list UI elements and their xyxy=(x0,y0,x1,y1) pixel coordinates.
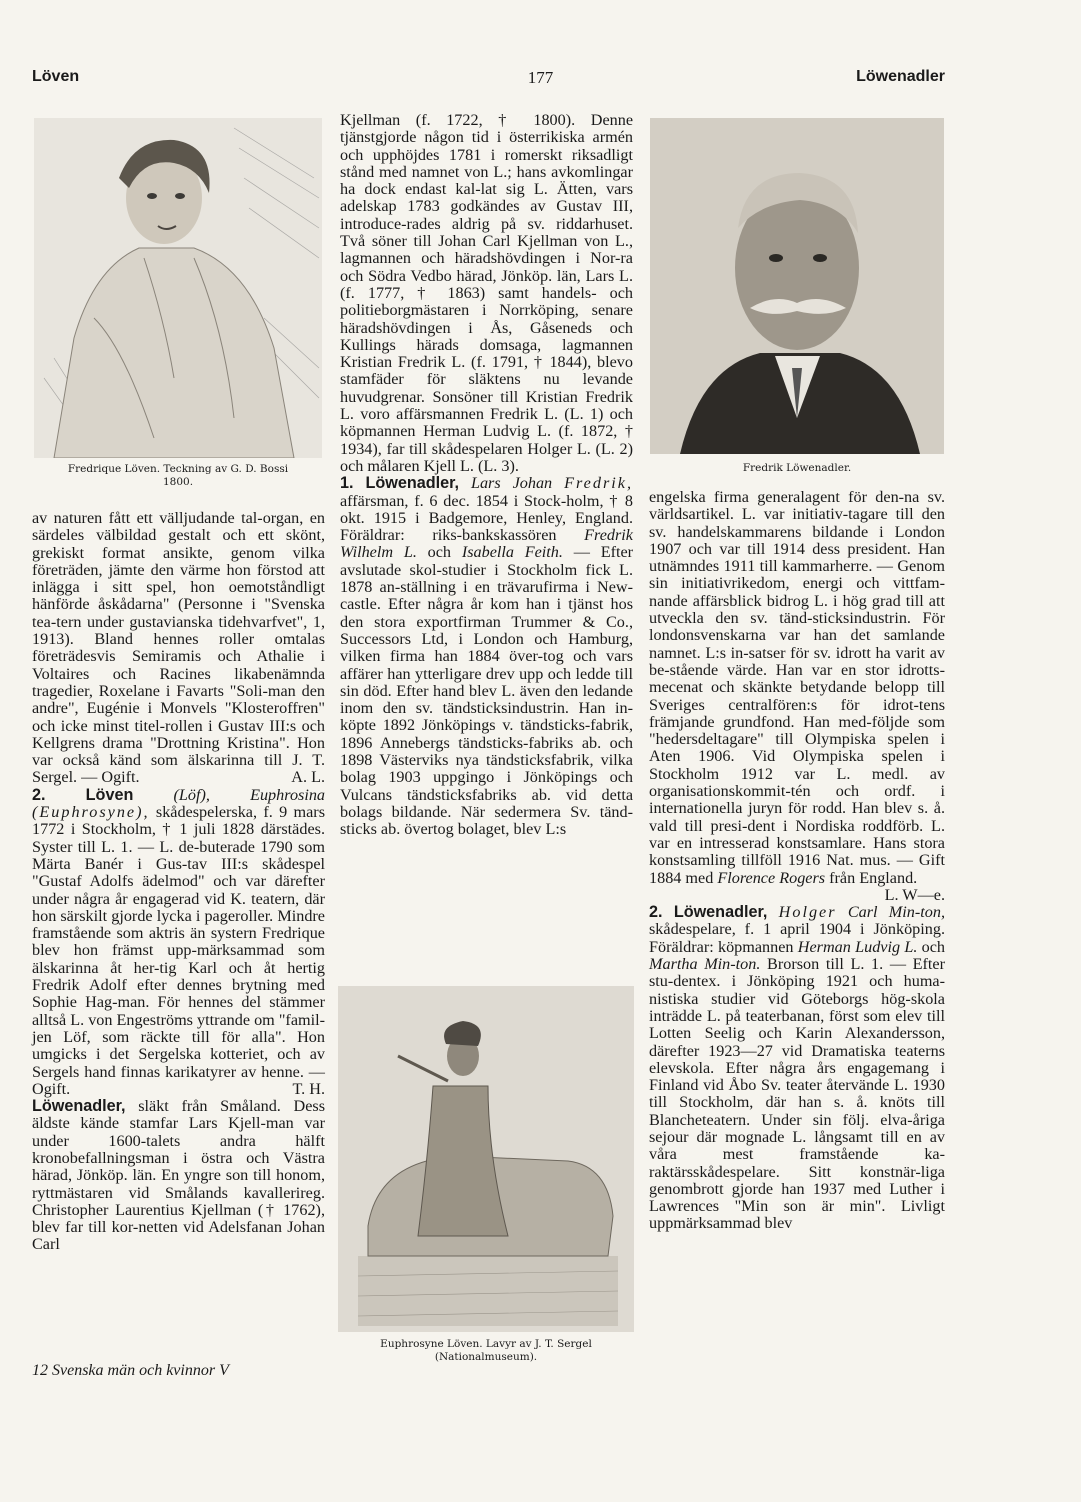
page-number: 177 xyxy=(527,68,554,87)
signature: L. W—e. xyxy=(884,885,945,904)
entry-name: (Euphrosyne), xyxy=(32,803,150,822)
parent-name: Isabella Feith. xyxy=(461,543,563,562)
entry-lowenadler-family xyxy=(32,1098,325,1254)
lavyr-sketch xyxy=(338,986,634,1332)
entry-headword: Löwenadler, xyxy=(32,1097,126,1116)
caption-fredrique xyxy=(30,463,326,489)
caption-fredrik: Fredrik Löwenadler. xyxy=(742,462,852,474)
entry-name: (Löf), xyxy=(173,785,210,804)
parent-name: Martha Min-ton. xyxy=(649,955,761,974)
fredrique-loven-portrait xyxy=(34,118,322,458)
entry-text: Brorson till L. 1. — Efter stu-dentex. i Jönköping 1921 och huma-nistiska studier vid Göteborgs hög-skola inträdde L. på teaterbanan, först som elev till Lotten Seelig och Karin Alexandersson, därefter 1923—27 vid Dramatiska teaterns elevskola. Efter några års engagemang i Finland vid Åbo Sv. teater återvände L. 1930 till Stockholm, där han s. å. knöts till Blancheteatern. Under sin följ. elva-åriga sejour där mognade L. långsamt till en av våra mest framstående ka-raktärsskådespelare. Sitt konstnär-liga genombrott gjorde han 1937 med Luther i Lawrences "Min son är min". Livligt uppmärksammad blev xyxy=(649,955,946,1233)
paragraph-fredrique-cont xyxy=(32,510,325,787)
photo-sketch xyxy=(650,118,944,454)
text: från England. xyxy=(829,868,918,887)
caption-fredrique-line1: Fredrique Löven. Teckning av G. D. Bossi xyxy=(67,463,289,475)
caption-euphrosyne xyxy=(334,1338,638,1364)
entry-name: Fredrik, xyxy=(564,474,633,493)
signature: A. L. xyxy=(291,768,325,787)
footer-signature: 12 Svenska män och kvinnor V xyxy=(32,1362,229,1379)
entry-euphrosyne xyxy=(32,787,325,1098)
entry-name: Holger xyxy=(778,903,837,922)
running-head-left: Löven xyxy=(32,68,80,85)
entry-text: och xyxy=(921,937,946,956)
paragraph-family-cont: Kjellman (f. 1722, † 1800). Denne tjänstgjorde någon tid i österrikiska armén och upphöjdes 1781 i romerskt riksadligt stånd med namnet von L.; hans avkomlingar ha dock endast kal-lat sig L. Ätten, vars adelskap 1783 godkändes av Gustav III, introduce-rades aldrig på sv. riddarhuset. Två söner till Johan Carl Kjellman von L., lagmannen och häradshövdingen i Nor-ra och Södra Vedbo härad, Jönköp. län, Lars L. (f. 1777, † 1863) samt handels- och politieborgmästaren i Norrköping, senare häradshövdingen i Ås, Gåseneds och Kullings härads domsaga, lagmannen Kristian Fredrik L. (f. 1791, † 1844), blevo stamfäder för släktens nu levande huvudgrenar. Sonsöner till Kristian Fredrik L. voro affärsmannen Fredrik L. (L. 1) och köpmannen Herman Ludvig L. (f. 1872, † 1934), far till skådespelaren Holger L. (L. 2) och målaren Kjell L. (L. 3). xyxy=(340,111,633,475)
paragraph-fredrik-cont xyxy=(649,488,945,904)
column-3 xyxy=(649,489,945,1233)
caption-euphrosyne-line1: Euphrosyne Löven. Lavyr av J. T. Sergel xyxy=(380,1338,592,1350)
entry-headword: Löwenadler, xyxy=(673,903,768,922)
entry-text: affärsman, f. 6 dec. 1854 i Stock-holm, † 8 okt. 1915 i Badgemore, Henley, England. Föräldrar: riks-bankskassören xyxy=(340,491,633,545)
euphrosyne-loven-drawing xyxy=(338,986,634,1332)
entry-text: släkt från Småland. Dess äldste kände stamfar Lars Kjell-man var under 1600-talets andra hälft kronobefallningsman i östra och Västra härad, Jönköp. län. En yngre son till honom, ryttmästaren vid Smålands kavallerireg. Christopher Laurentius Kjellman († 1762), blev far till kor-netten vid Adelsfanan Johan Carl xyxy=(32,1097,325,1254)
fredrik-lowenadler-portrait xyxy=(650,118,944,454)
entry-holger xyxy=(649,904,945,1233)
spouse-name: Florence Rogers xyxy=(717,868,826,887)
column-1 xyxy=(32,510,325,1254)
text: engelska firma generalagent för den-na sv. världsartikel. L. var initiativ-tagare till den sv. handelskammarens bildande i London 1907 och var till 1914 dess president. Han utnämndes 1911 till kammarherre. — Genom sin initiativrikedom, energi och vittfam-nande affärsblick bidrog L. i hög grad till att utveckla den sv. tänd-sticksindustrin. För londonsvenskarna var han det samlande namnet. L:s in-satser för sv. idrott ha varit av be-stående värde. Han var en stor idrotts-mecenat och skänkte betydande belopp till Sveriges centralfören:s för idrot-tens främjande grundfond. Han med-följde som "hedersdeltagare" till Olympiska spelen i Aten 1906. Vid Olympiska spelen i Stockholm 1912 var L. medl. av organisationskommit-tén och ordf. i internationella juryn för rodd. Han blev s. å. vald till presi-dent i Nordiska roddförb. L. var en intresserad konstsamlare. Hans stora konstsamling tillföll 1916 Nat. mus. — Gift 1884 med xyxy=(649,488,945,887)
entry-name: Euphrosina xyxy=(250,785,326,804)
entry-number: 2. xyxy=(649,903,663,922)
entry-text: — Efter avslutade skol-studier i Stockholm fick L. 1878 an-ställning i en trävarufirma i New-castle. Efter några år kom han i tjänst hos den stora exportfirman Trummer & Co., Successors Ltd, i London och Hamburg, vilken firma han 1884 över-tog och vars affärer han ytterligare drev upp och ledde till sin död. Efter hand blev L. även den ledande inom den sv. tändsticksindustrin. Han in-köpte 1892 Jönköpings v. tändsticks-fabrik, 1896 Annebergs tändsticks-fabriks ab. och 1898 Västerviks nya tändsticksfabrik, vilka bolag 1903 uppgingo i Jönköpings och Vulcans tändsticksfabriks ab. vid detta bolags bildande. När sedermera Sv. tänd-sticks ab. övertog bolaget, blev L:s xyxy=(340,543,634,839)
text: av naturen fått ett välljudande tal-organ, en särdeles välbildad gestalt och ett skönt, grekiskt format ansikte, genom vilka företräden, jämte den värme hon förstod att inlägga i sitt spel, hon oemotståndligt hänförde åskådarna" (Personne i "Svenska tea-tern under gustavianska tidehvarfvet", 1, 1913). Bland hennes roller omtalas företrädesvis Semiramis och Athalie i Voltaires och Racines likabenämnda tragedier, Roxelane i Favarts "Soli-man den andre", Eugénie i Monvels "Klosteroffren" och icke minst titel-rollen i Gustav III:s och Kellgrens drama "Drottning Kristina". Hon var också känd som älskarinna till J. T. Sergel. — Ogift. xyxy=(32,509,325,787)
entry-text: skådespelare, f. 1 april 1904 i Jönköping. Föräldrar: köpmannen xyxy=(649,920,945,956)
entry-headword: Löwenadler, xyxy=(365,474,460,493)
drawing-sketch xyxy=(34,118,322,458)
entry-fredrik xyxy=(340,475,633,838)
entry-text: skådespelerska, f. 9 mars 1772 i Stockholm, † 1 juli 1828 därstädes. Syster till L. 1. — L. de-buterade 1790 som Märta Banér i Gus-tav III:s skådespel "Gustaf Adolfs ädelmod" och var därefter under några år engagerad vid K. teatern, där hon särskilt gjorde lycka i pageroller. Mindre framstående som aktris än systern Fredrique blev hon främst upp-märksammad som älskarinna åt her-tig Karl och åt hertig Fredrik Adolf efter dennes brytning med Sophie Hag-man. För hennes del stämmer alltså L. von Engeströms yttrande om "famil-jen Löf, som räckte till för alla". Hon umgicks i det Sergelska kotteriet, och av Sergels hand finnas karikatyrer av henne. — Ogift. xyxy=(32,803,325,1098)
running-head-right: Löwenadler xyxy=(856,68,945,85)
signature: T. H. xyxy=(292,1079,325,1098)
entry-number: 1. xyxy=(340,474,354,493)
entry-headword: Löven xyxy=(85,785,134,804)
caption-euphrosyne-line2: (Nationalmuseum). xyxy=(434,1351,538,1363)
entry-text: och xyxy=(427,543,452,562)
parent-name: Herman Ludvig L. xyxy=(797,937,918,956)
parent-name: Fredrik Wilhelm L. xyxy=(340,526,633,562)
column-2 xyxy=(340,112,633,838)
entry-number: 2. xyxy=(32,785,46,804)
entry-name: Lars Johan xyxy=(470,474,553,493)
caption-fredrique-line2: 1800. xyxy=(162,476,194,488)
entry-name: Carl Min-ton, xyxy=(847,903,946,922)
